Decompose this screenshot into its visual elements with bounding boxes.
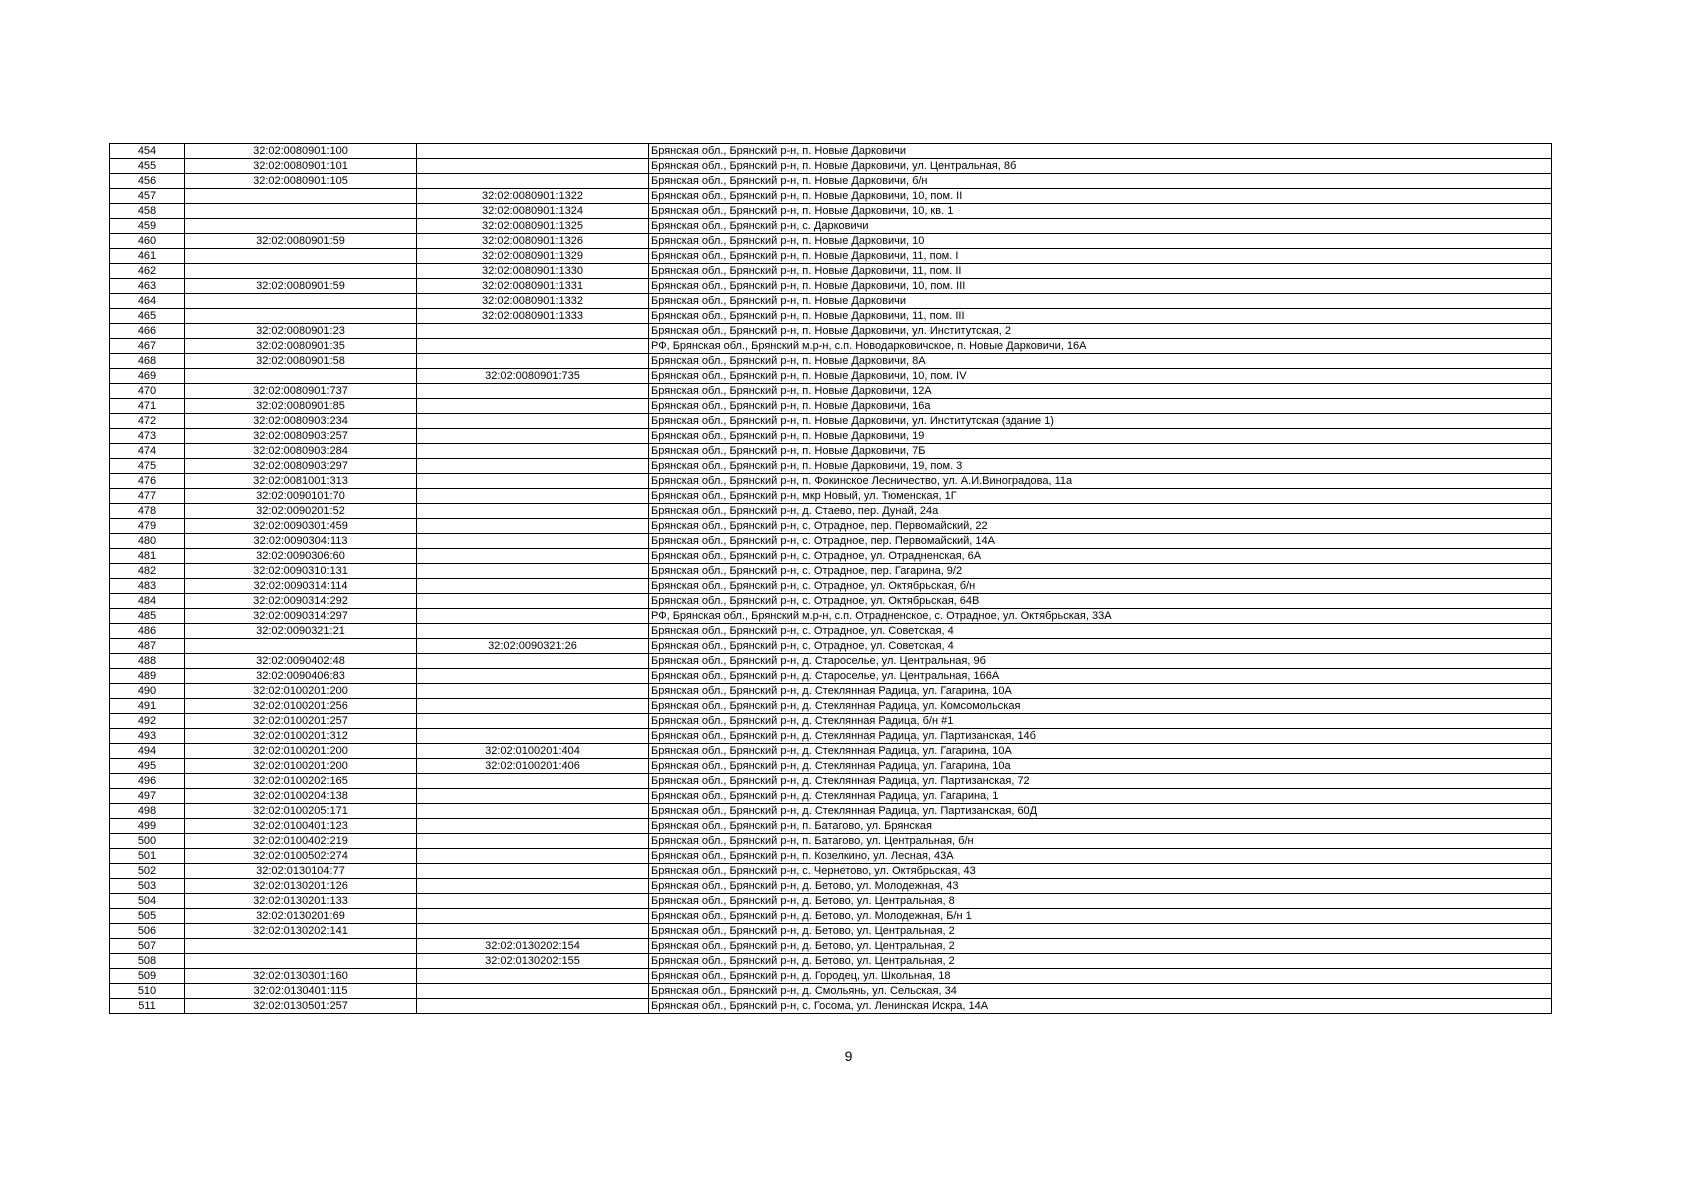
cadastral-number-cell: 32:02:0090321:21 xyxy=(185,624,417,639)
premises-cadastral-number-cell: 32:02:0080901:1322 xyxy=(417,189,649,204)
premises-cadastral-number-cell xyxy=(417,429,649,444)
premises-cadastral-number-cell xyxy=(417,624,649,639)
premises-cadastral-number-cell xyxy=(417,729,649,744)
premises-cadastral-number-cell: 32:02:0130202:154 xyxy=(417,939,649,954)
cadastral-number-cell: 32:02:0090301:459 xyxy=(185,519,417,534)
row-number-cell: 463 xyxy=(110,279,185,294)
table-row xyxy=(110,444,1552,459)
address-cell: Брянская обл., Брянский р-н, д. Бетово, ул. Молодежная, Б/н 1 xyxy=(649,909,1552,924)
premises-cadastral-number-cell xyxy=(417,144,649,159)
cadastral-number-cell: 32:02:0080903:284 xyxy=(185,444,417,459)
premises-cadastral-number-cell xyxy=(417,894,649,909)
address-cell: Брянская обл., Брянский р-н, с. Дарковичи xyxy=(649,219,1552,234)
address-cell: Брянская обл., Брянский р-н, д. Староселье, ул. Центральная, 9б xyxy=(649,654,1552,669)
table-row xyxy=(110,879,1552,894)
address-cell: Брянская обл., Брянский р-н, с. Отрадное, пер. Первомайский, 22 xyxy=(649,519,1552,534)
row-number-cell: 500 xyxy=(110,834,185,849)
cadastral-number-cell: 32:02:0090314:292 xyxy=(185,594,417,609)
premises-cadastral-number-cell xyxy=(417,984,649,999)
cadastral-number-cell: 32:02:0130201:69 xyxy=(185,909,417,924)
row-number-cell: 486 xyxy=(110,624,185,639)
premises-cadastral-number-cell xyxy=(417,609,649,624)
premises-cadastral-number-cell xyxy=(417,594,649,609)
row-number-cell: 461 xyxy=(110,249,185,264)
table-row xyxy=(110,924,1552,939)
premises-cadastral-number-cell xyxy=(417,789,649,804)
address-cell: Брянская обл., Брянский р-н, д. Стеклянная Радица, ул. Комсомольская xyxy=(649,699,1552,714)
premises-cadastral-number-cell xyxy=(417,459,649,474)
premises-cadastral-number-cell: 32:02:0100201:406 xyxy=(417,759,649,774)
table-row xyxy=(110,219,1552,234)
table-row xyxy=(110,489,1552,504)
cadastral-number-cell: 32:02:0080903:297 xyxy=(185,459,417,474)
row-number-cell: 488 xyxy=(110,654,185,669)
row-number-cell: 473 xyxy=(110,429,185,444)
row-number-cell: 465 xyxy=(110,309,185,324)
row-number-cell: 454 xyxy=(110,144,185,159)
premises-cadastral-number-cell xyxy=(417,819,649,834)
cadastral-number-cell: 32:02:0100201:257 xyxy=(185,714,417,729)
table-row xyxy=(110,504,1552,519)
row-number-cell: 459 xyxy=(110,219,185,234)
table-row xyxy=(110,984,1552,999)
premises-cadastral-number-cell xyxy=(417,969,649,984)
address-cell: Брянская обл., Брянский р-н, п. Новые Дарковичи, 11, пом. I xyxy=(649,249,1552,264)
premises-cadastral-number-cell xyxy=(417,474,649,489)
premises-cadastral-number-cell xyxy=(417,399,649,414)
address-cell: Брянская обл., Брянский р-н, д. Стеклянная Радица, ул. Гагарина, 1 xyxy=(649,789,1552,804)
address-cell: Брянская обл., Брянский р-н, п. Новые Дарковичи, б/н xyxy=(649,174,1552,189)
address-cell: Брянская обл., Брянский р-н, п. Новые Дарковичи, 10 xyxy=(649,234,1552,249)
cadastral-number-cell: 32:02:0080901:101 xyxy=(185,159,417,174)
cadastral-number-cell: 32:02:0090406:83 xyxy=(185,669,417,684)
premises-cadastral-number-cell xyxy=(417,699,649,714)
row-number-cell: 499 xyxy=(110,819,185,834)
address-cell: Брянская обл., Брянский р-н, д. Стаево, пер. Дунай, 24а xyxy=(649,504,1552,519)
row-number-cell: 493 xyxy=(110,729,185,744)
cadastral-number-cell: 32:02:0081001:313 xyxy=(185,474,417,489)
row-number-cell: 464 xyxy=(110,294,185,309)
row-number-cell: 466 xyxy=(110,324,185,339)
table-row xyxy=(110,744,1552,759)
cadastral-number-cell: 32:02:0090101:70 xyxy=(185,489,417,504)
row-number-cell: 490 xyxy=(110,684,185,699)
address-cell: Брянская обл., Брянский р-н, п. Козелкино, ул. Лесная, 43А xyxy=(649,849,1552,864)
table-row xyxy=(110,939,1552,954)
registry-table xyxy=(109,143,1552,1014)
cadastral-number-cell xyxy=(185,939,417,954)
premises-cadastral-number-cell xyxy=(417,414,649,429)
row-number-cell: 455 xyxy=(110,159,185,174)
premises-cadastral-number-cell xyxy=(417,834,649,849)
row-number-cell: 470 xyxy=(110,384,185,399)
cadastral-number-cell: 32:02:0100402:219 xyxy=(185,834,417,849)
cadastral-number-cell: 32:02:0080903:257 xyxy=(185,429,417,444)
cadastral-number-cell: 32:02:0100204:138 xyxy=(185,789,417,804)
cadastral-number-cell: 32:02:0100502:274 xyxy=(185,849,417,864)
address-cell: Брянская обл., Брянский р-н, с. Госома, ул. Ленинская Искра, 14А xyxy=(649,999,1552,1014)
row-number-cell: 469 xyxy=(110,369,185,384)
address-cell: Брянская обл., Брянский р-н, п. Новые Дарковичи, 10, кв. 1 xyxy=(649,204,1552,219)
row-number-cell: 502 xyxy=(110,864,185,879)
table-row xyxy=(110,354,1552,369)
row-number-cell: 503 xyxy=(110,879,185,894)
premises-cadastral-number-cell xyxy=(417,489,649,504)
table-row xyxy=(110,519,1552,534)
cadastral-number-cell xyxy=(185,264,417,279)
address-cell: Брянская обл., Брянский р-н, мкр Новый, ул. Тюменская, 1Г xyxy=(649,489,1552,504)
table-row xyxy=(110,204,1552,219)
address-cell: Брянская обл., Брянский р-н, д. Стеклянная Радица, ул. Гагарина, 10А xyxy=(649,744,1552,759)
cadastral-number-cell: 32:02:0100202:165 xyxy=(185,774,417,789)
premises-cadastral-number-cell xyxy=(417,519,649,534)
table-row xyxy=(110,759,1552,774)
table-row xyxy=(110,234,1552,249)
cadastral-number-cell: 32:02:0130201:133 xyxy=(185,894,417,909)
row-number-cell: 475 xyxy=(110,459,185,474)
address-cell: Брянская обл., Брянский р-н, п. Новые Дарковичи, 11, пом. II xyxy=(649,264,1552,279)
address-cell: Брянская обл., Брянский р-н, п. Новые Дарковичи, 16а xyxy=(649,399,1552,414)
row-number-cell: 489 xyxy=(110,669,185,684)
table-row xyxy=(110,774,1552,789)
address-cell: Брянская обл., Брянский р-н, с. Отрадное, ул. Октябрьская, 64В xyxy=(649,594,1552,609)
row-number-cell: 498 xyxy=(110,804,185,819)
address-cell: Брянская обл., Брянский р-н, п. Новые Дарковичи, 10, пом. II xyxy=(649,189,1552,204)
address-cell: Брянская обл., Брянский р-н, п. Новые Дарковичи, 10, пом. III xyxy=(649,279,1552,294)
cadastral-number-cell xyxy=(185,189,417,204)
cadastral-number-cell: 32:02:0130301:160 xyxy=(185,969,417,984)
table-row xyxy=(110,684,1552,699)
cadastral-number-cell: 32:02:0100201:312 xyxy=(185,729,417,744)
address-cell: Брянская обл., Брянский р-н, д. Городец, ул. Школьная, 18 xyxy=(649,969,1552,984)
table-row xyxy=(110,414,1552,429)
table-row xyxy=(110,474,1552,489)
table-row xyxy=(110,894,1552,909)
address-cell: Брянская обл., Брянский р-н, с. Чернетово, ул. Октябрьская, 43 xyxy=(649,864,1552,879)
row-number-cell: 480 xyxy=(110,534,185,549)
address-cell: Брянская обл., Брянский р-н, д. Стеклянная Радица, ул. Гагарина, 10А xyxy=(649,684,1552,699)
cadastral-number-cell xyxy=(185,639,417,654)
premises-cadastral-number-cell xyxy=(417,504,649,519)
premises-cadastral-number-cell: 32:02:0080901:1330 xyxy=(417,264,649,279)
premises-cadastral-number-cell: 32:02:0080901:1325 xyxy=(417,219,649,234)
premises-cadastral-number-cell xyxy=(417,654,649,669)
row-number-cell: 509 xyxy=(110,969,185,984)
address-cell: Брянская обл., Брянский р-н, п. Новые Дарковичи, 12А xyxy=(649,384,1552,399)
premises-cadastral-number-cell xyxy=(417,909,649,924)
cadastral-number-cell: 32:02:0090314:297 xyxy=(185,609,417,624)
premises-cadastral-number-cell xyxy=(417,924,649,939)
row-number-cell: 494 xyxy=(110,744,185,759)
table-row xyxy=(110,954,1552,969)
page-number: 9 xyxy=(844,1048,853,1064)
premises-cadastral-number-cell xyxy=(417,879,649,894)
premises-cadastral-number-cell xyxy=(417,714,649,729)
row-number-cell: 458 xyxy=(110,204,185,219)
premises-cadastral-number-cell xyxy=(417,444,649,459)
table-row xyxy=(110,189,1552,204)
address-cell: Брянская обл., Брянский р-н, п. Батагово, ул. Брянская xyxy=(649,819,1552,834)
cadastral-number-cell: 32:02:0080901:59 xyxy=(185,279,417,294)
row-number-cell: 468 xyxy=(110,354,185,369)
row-number-cell: 485 xyxy=(110,609,185,624)
row-number-cell: 492 xyxy=(110,714,185,729)
premises-cadastral-number-cell: 32:02:0080901:1331 xyxy=(417,279,649,294)
premises-cadastral-number-cell: 32:02:0080901:1329 xyxy=(417,249,649,264)
row-number-cell: 507 xyxy=(110,939,185,954)
address-cell: РФ, Брянская обл., Брянский м.р-н, с.п. Новодарковичское, п. Новые Дарковичи, 16А xyxy=(649,339,1552,354)
table-row xyxy=(110,459,1552,474)
table-row xyxy=(110,144,1552,159)
table-row xyxy=(110,249,1552,264)
cadastral-number-cell xyxy=(185,294,417,309)
cadastral-number-cell: 32:02:0080901:59 xyxy=(185,234,417,249)
cadastral-number-cell: 32:02:0100201:256 xyxy=(185,699,417,714)
cadastral-number-cell: 32:02:0090310:131 xyxy=(185,564,417,579)
premises-cadastral-number-cell: 32:02:0080901:735 xyxy=(417,369,649,384)
row-number-cell: 491 xyxy=(110,699,185,714)
row-number-cell: 508 xyxy=(110,954,185,969)
address-cell: Брянская обл., Брянский р-н, с. Отрадное, пер. Первомайский, 14А xyxy=(649,534,1552,549)
cadastral-number-cell xyxy=(185,309,417,324)
address-cell: Брянская обл., Брянский р-н, д. Стеклянная Радица, ул. Партизанская, 60Д xyxy=(649,804,1552,819)
address-cell: Брянская обл., Брянский р-н, п. Новые Дарковичи, 19, пом. 3 xyxy=(649,459,1552,474)
premises-cadastral-number-cell xyxy=(417,534,649,549)
table-row xyxy=(110,819,1552,834)
row-number-cell: 471 xyxy=(110,399,185,414)
premises-cadastral-number-cell xyxy=(417,324,649,339)
premises-cadastral-number-cell xyxy=(417,774,649,789)
table-row xyxy=(110,969,1552,984)
address-cell: Брянская обл., Брянский р-н, д. Староселье, ул. Центральная, 166А xyxy=(649,669,1552,684)
premises-cadastral-number-cell: 32:02:0130202:155 xyxy=(417,954,649,969)
premises-cadastral-number-cell: 32:02:0080901:1324 xyxy=(417,204,649,219)
row-number-cell: 484 xyxy=(110,594,185,609)
table-row xyxy=(110,624,1552,639)
table-row xyxy=(110,549,1552,564)
cadastral-number-cell xyxy=(185,249,417,264)
premises-cadastral-number-cell xyxy=(417,339,649,354)
table-row xyxy=(110,729,1552,744)
table-row xyxy=(110,429,1552,444)
cadastral-number-cell: 32:02:0130501:257 xyxy=(185,999,417,1014)
address-cell: Брянская обл., Брянский р-н, п. Новые Дарковичи xyxy=(649,294,1552,309)
cadastral-number-cell: 32:02:0090306:60 xyxy=(185,549,417,564)
table-row xyxy=(110,669,1552,684)
premises-cadastral-number-cell xyxy=(417,849,649,864)
cadastral-number-cell xyxy=(185,954,417,969)
cadastral-number-cell: 32:02:0090304:113 xyxy=(185,534,417,549)
cadastral-number-cell: 32:02:0080901:737 xyxy=(185,384,417,399)
address-cell: Брянская обл., Брянский р-н, с. Отрадное, ул. Октябрьская, б/н xyxy=(649,579,1552,594)
cadastral-number-cell: 32:02:0090314:114 xyxy=(185,579,417,594)
premises-cadastral-number-cell xyxy=(417,159,649,174)
row-number-cell: 495 xyxy=(110,759,185,774)
table-row xyxy=(110,864,1552,879)
table-row xyxy=(110,714,1552,729)
table-row xyxy=(110,909,1552,924)
table-row xyxy=(110,654,1552,669)
cadastral-number-cell: 32:02:0100205:171 xyxy=(185,804,417,819)
address-cell: Брянская обл., Брянский р-н, д. Бетово, ул. Центральная, 2 xyxy=(649,939,1552,954)
table-row xyxy=(110,159,1552,174)
address-cell: Брянская обл., Брянский р-н, п. Новые Дарковичи, ул. Институтская, 2 xyxy=(649,324,1552,339)
table-row xyxy=(110,849,1552,864)
table-row xyxy=(110,384,1552,399)
address-cell: Брянская обл., Брянский р-н, п. Новые Дарковичи, 10, пом. IV xyxy=(649,369,1552,384)
row-number-cell: 476 xyxy=(110,474,185,489)
address-cell: Брянская обл., Брянский р-н, д. Бетово, ул. Центральная, 2 xyxy=(649,954,1552,969)
table-row xyxy=(110,339,1552,354)
cadastral-number-cell: 32:02:0080901:100 xyxy=(185,144,417,159)
premises-cadastral-number-cell xyxy=(417,669,649,684)
table-row xyxy=(110,804,1552,819)
row-number-cell: 482 xyxy=(110,564,185,579)
address-cell: Брянская обл., Брянский р-н, п. Новые Дарковичи, 11, пом. III xyxy=(649,309,1552,324)
cadastral-number-cell: 32:02:0090402:48 xyxy=(185,654,417,669)
cadastral-number-cell: 32:02:0080901:85 xyxy=(185,399,417,414)
row-number-cell: 462 xyxy=(110,264,185,279)
address-cell: Брянская обл., Брянский р-н, д. Бетово, ул. Центральная, 2 xyxy=(649,924,1552,939)
table-row xyxy=(110,789,1552,804)
address-cell: Брянская обл., Брянский р-н, д. Бетово, ул. Молодежная, 43 xyxy=(649,879,1552,894)
address-cell: Брянская обл., Брянский р-н, с. Отрадное, ул. Советская, 4 xyxy=(649,639,1552,654)
table-row xyxy=(110,279,1552,294)
cadastral-number-cell: 32:02:0130202:141 xyxy=(185,924,417,939)
premises-cadastral-number-cell: 32:02:0080901:1332 xyxy=(417,294,649,309)
address-cell: Брянская обл., Брянский р-н, п. Фокинское Лесничество, ул. А.И.Виноградова, 11а xyxy=(649,474,1552,489)
premises-cadastral-number-cell xyxy=(417,999,649,1014)
premises-cadastral-number-cell: 32:02:0080901:1326 xyxy=(417,234,649,249)
table-row xyxy=(110,579,1552,594)
row-number-cell: 487 xyxy=(110,639,185,654)
address-cell: Брянская обл., Брянский р-н, п. Новые Дарковичи, ул. Институтская (здание 1) xyxy=(649,414,1552,429)
cadastral-number-cell: 32:02:0130401:115 xyxy=(185,984,417,999)
premises-cadastral-number-cell xyxy=(417,384,649,399)
cadastral-number-cell: 32:02:0100201:200 xyxy=(185,744,417,759)
table-row xyxy=(110,594,1552,609)
row-number-cell: 460 xyxy=(110,234,185,249)
address-cell: Брянская обл., Брянский р-н, с. Отрадное, пер. Гагарина, 9/2 xyxy=(649,564,1552,579)
address-cell: Брянская обл., Брянский р-н, п. Новые Дарковичи, 7Б xyxy=(649,444,1552,459)
premises-cadastral-number-cell: 32:02:0100201:404 xyxy=(417,744,649,759)
row-number-cell: 510 xyxy=(110,984,185,999)
premises-cadastral-number-cell: 32:02:0080901:1333 xyxy=(417,309,649,324)
row-number-cell: 479 xyxy=(110,519,185,534)
row-number-cell: 481 xyxy=(110,549,185,564)
address-cell: Брянская обл., Брянский р-н, п. Батагово, ул. Центральная, б/н xyxy=(649,834,1552,849)
cadastral-number-cell xyxy=(185,219,417,234)
row-number-cell: 478 xyxy=(110,504,185,519)
cadastral-number-cell: 32:02:0100201:200 xyxy=(185,684,417,699)
cadastral-number-cell: 32:02:0080901:58 xyxy=(185,354,417,369)
table-row xyxy=(110,309,1552,324)
row-number-cell: 457 xyxy=(110,189,185,204)
row-number-cell: 477 xyxy=(110,489,185,504)
row-number-cell: 501 xyxy=(110,849,185,864)
row-number-cell: 472 xyxy=(110,414,185,429)
cadastral-number-cell: 32:02:0080901:23 xyxy=(185,324,417,339)
table-row xyxy=(110,834,1552,849)
registry-table-body xyxy=(110,144,1552,1014)
premises-cadastral-number-cell xyxy=(417,549,649,564)
row-number-cell: 456 xyxy=(110,174,185,189)
address-cell: Брянская обл., Брянский р-н, д. Стеклянная Радица, ул. Гагарина, 10а xyxy=(649,759,1552,774)
cadastral-number-cell: 32:02:0080903:234 xyxy=(185,414,417,429)
table-row xyxy=(110,639,1552,654)
row-number-cell: 483 xyxy=(110,579,185,594)
cadastral-number-cell xyxy=(185,369,417,384)
row-number-cell: 467 xyxy=(110,339,185,354)
table-row xyxy=(110,534,1552,549)
row-number-cell: 504 xyxy=(110,894,185,909)
row-number-cell: 505 xyxy=(110,909,185,924)
premises-cadastral-number-cell xyxy=(417,354,649,369)
cadastral-number-cell: 32:02:0090201:52 xyxy=(185,504,417,519)
address-cell: Брянская обл., Брянский р-н, п. Новые Дарковичи, 8А xyxy=(649,354,1552,369)
address-cell: Брянская обл., Брянский р-н, д. Стеклянная Радица, ул. Партизанская, 72 xyxy=(649,774,1552,789)
address-cell: Брянская обл., Брянский р-н, д. Стеклянная Радица, ул. Партизанская, 14б xyxy=(649,729,1552,744)
row-number-cell: 497 xyxy=(110,789,185,804)
cadastral-number-cell: 32:02:0080901:35 xyxy=(185,339,417,354)
table-row xyxy=(110,294,1552,309)
table-row xyxy=(110,324,1552,339)
table-row xyxy=(110,264,1552,279)
premises-cadastral-number-cell xyxy=(417,804,649,819)
address-cell: Брянская обл., Брянский р-н, д. Смольянь, ул. Сельская, 34 xyxy=(649,984,1552,999)
table-row xyxy=(110,609,1552,624)
address-cell: Брянская обл., Брянский р-н, п. Новые Дарковичи, ул. Центральная, 8б xyxy=(649,159,1552,174)
premises-cadastral-number-cell: 32:02:0090321:26 xyxy=(417,639,649,654)
cadastral-number-cell: 32:02:0100201:200 xyxy=(185,759,417,774)
premises-cadastral-number-cell xyxy=(417,684,649,699)
row-number-cell: 511 xyxy=(110,999,185,1014)
premises-cadastral-number-cell xyxy=(417,174,649,189)
address-cell: Брянская обл., Брянский р-н, д. Бетово, ул. Центральная, 8 xyxy=(649,894,1552,909)
table-row xyxy=(110,369,1552,384)
table-row xyxy=(110,699,1552,714)
cadastral-number-cell xyxy=(185,204,417,219)
address-cell: РФ, Брянская обл., Брянский м.р-н, с.п. Отрадненское, с. Отрадное, ул. Октябрьская, 33А xyxy=(649,609,1552,624)
row-number-cell: 496 xyxy=(110,774,185,789)
address-cell: Брянская обл., Брянский р-н, д. Стеклянная Радица, б/н #1 xyxy=(649,714,1552,729)
address-cell: Брянская обл., Брянский р-н, с. Отрадное, ул. Советская, 4 xyxy=(649,624,1552,639)
address-cell: Брянская обл., Брянский р-н, с. Отрадное, ул. Отрадненская, 6А xyxy=(649,549,1552,564)
row-number-cell: 506 xyxy=(110,924,185,939)
table-row xyxy=(110,999,1552,1014)
premises-cadastral-number-cell xyxy=(417,579,649,594)
table-row xyxy=(110,174,1552,189)
address-cell: Брянская обл., Брянский р-н, п. Новые Дарковичи xyxy=(649,144,1552,159)
table-row xyxy=(110,399,1552,414)
cadastral-number-cell: 32:02:0100401:123 xyxy=(185,819,417,834)
row-number-cell: 474 xyxy=(110,444,185,459)
cadastral-number-cell: 32:02:0130201:126 xyxy=(185,879,417,894)
premises-cadastral-number-cell xyxy=(417,864,649,879)
address-cell: Брянская обл., Брянский р-н, п. Новые Дарковичи, 19 xyxy=(649,429,1552,444)
premises-cadastral-number-cell xyxy=(417,564,649,579)
table-row xyxy=(110,564,1552,579)
cadastral-number-cell: 32:02:0080901:105 xyxy=(185,174,417,189)
cadastral-number-cell: 32:02:0130104:77 xyxy=(185,864,417,879)
